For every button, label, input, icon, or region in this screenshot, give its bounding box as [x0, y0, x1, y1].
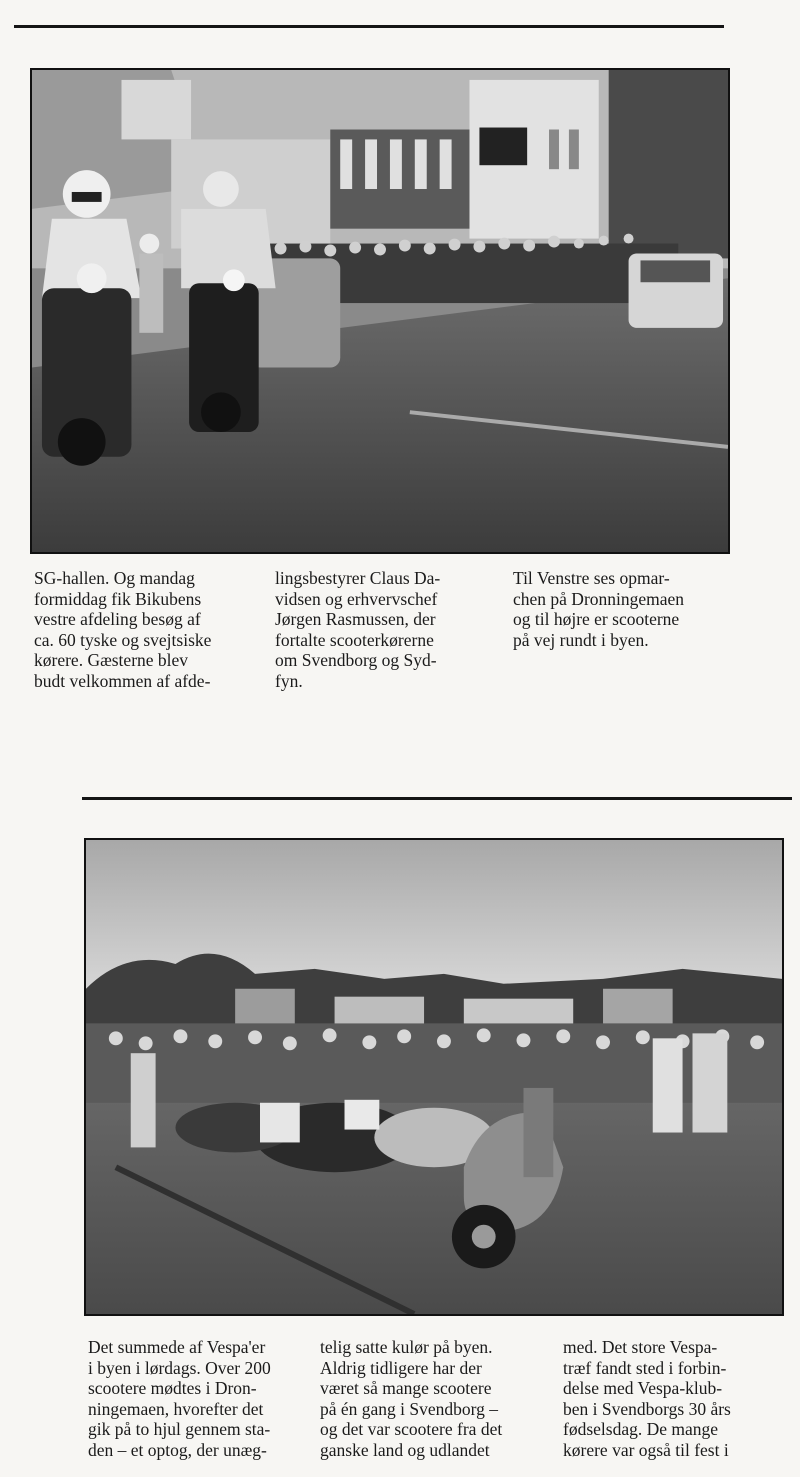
bottom-article-column-1: Det summede af Vespa'er i byen i lørdags. Over 200 scootere mødtes i Dron- ningemaen, hvorefter det gik på to hjul gennem sta- den – et optog, der unæg-: [88, 1337, 271, 1460]
bottom-article-column-2: telig satte kulør på byen. Aldrig tidligere har der været så mange scootere på én gang i Svendborg – og det var scootere fra det ganske land og udlandet: [320, 1337, 503, 1460]
bottom-article-column-3: med. Det store Vespa- træf fandt sted i forbin- delse med Vespa-klub- ben i Svendborgs 30 års fødselsdag. De mange kørere var også til fest i: [563, 1337, 731, 1460]
top-photo: [30, 68, 730, 554]
scooter-street-photo: [32, 70, 728, 552]
scooter-gathering-photo: [86, 840, 782, 1314]
top-divider-rule: [14, 25, 724, 28]
top-article-column-1: SG-hallen. Og mandag formiddag fik Bikubens vestre afdeling besøg af ca. 60 tyske og svejtsiske kørere. Gæsterne blev budt velkommen af afde-: [34, 568, 212, 691]
bottom-photo: [84, 838, 784, 1316]
top-article-column-3: Til Venstre ses opmar- chen på Dronningemaen og til højre er scooterne på vej rundt i byen.: [513, 568, 685, 650]
bottom-divider-rule: [82, 797, 792, 800]
top-article-column-2: lingsbestyrer Claus Da- vidsen og erhvervschef Jørgen Rasmussen, der fortalte scooterkørerne om Svendborg og Syd- fyn.: [275, 568, 441, 691]
